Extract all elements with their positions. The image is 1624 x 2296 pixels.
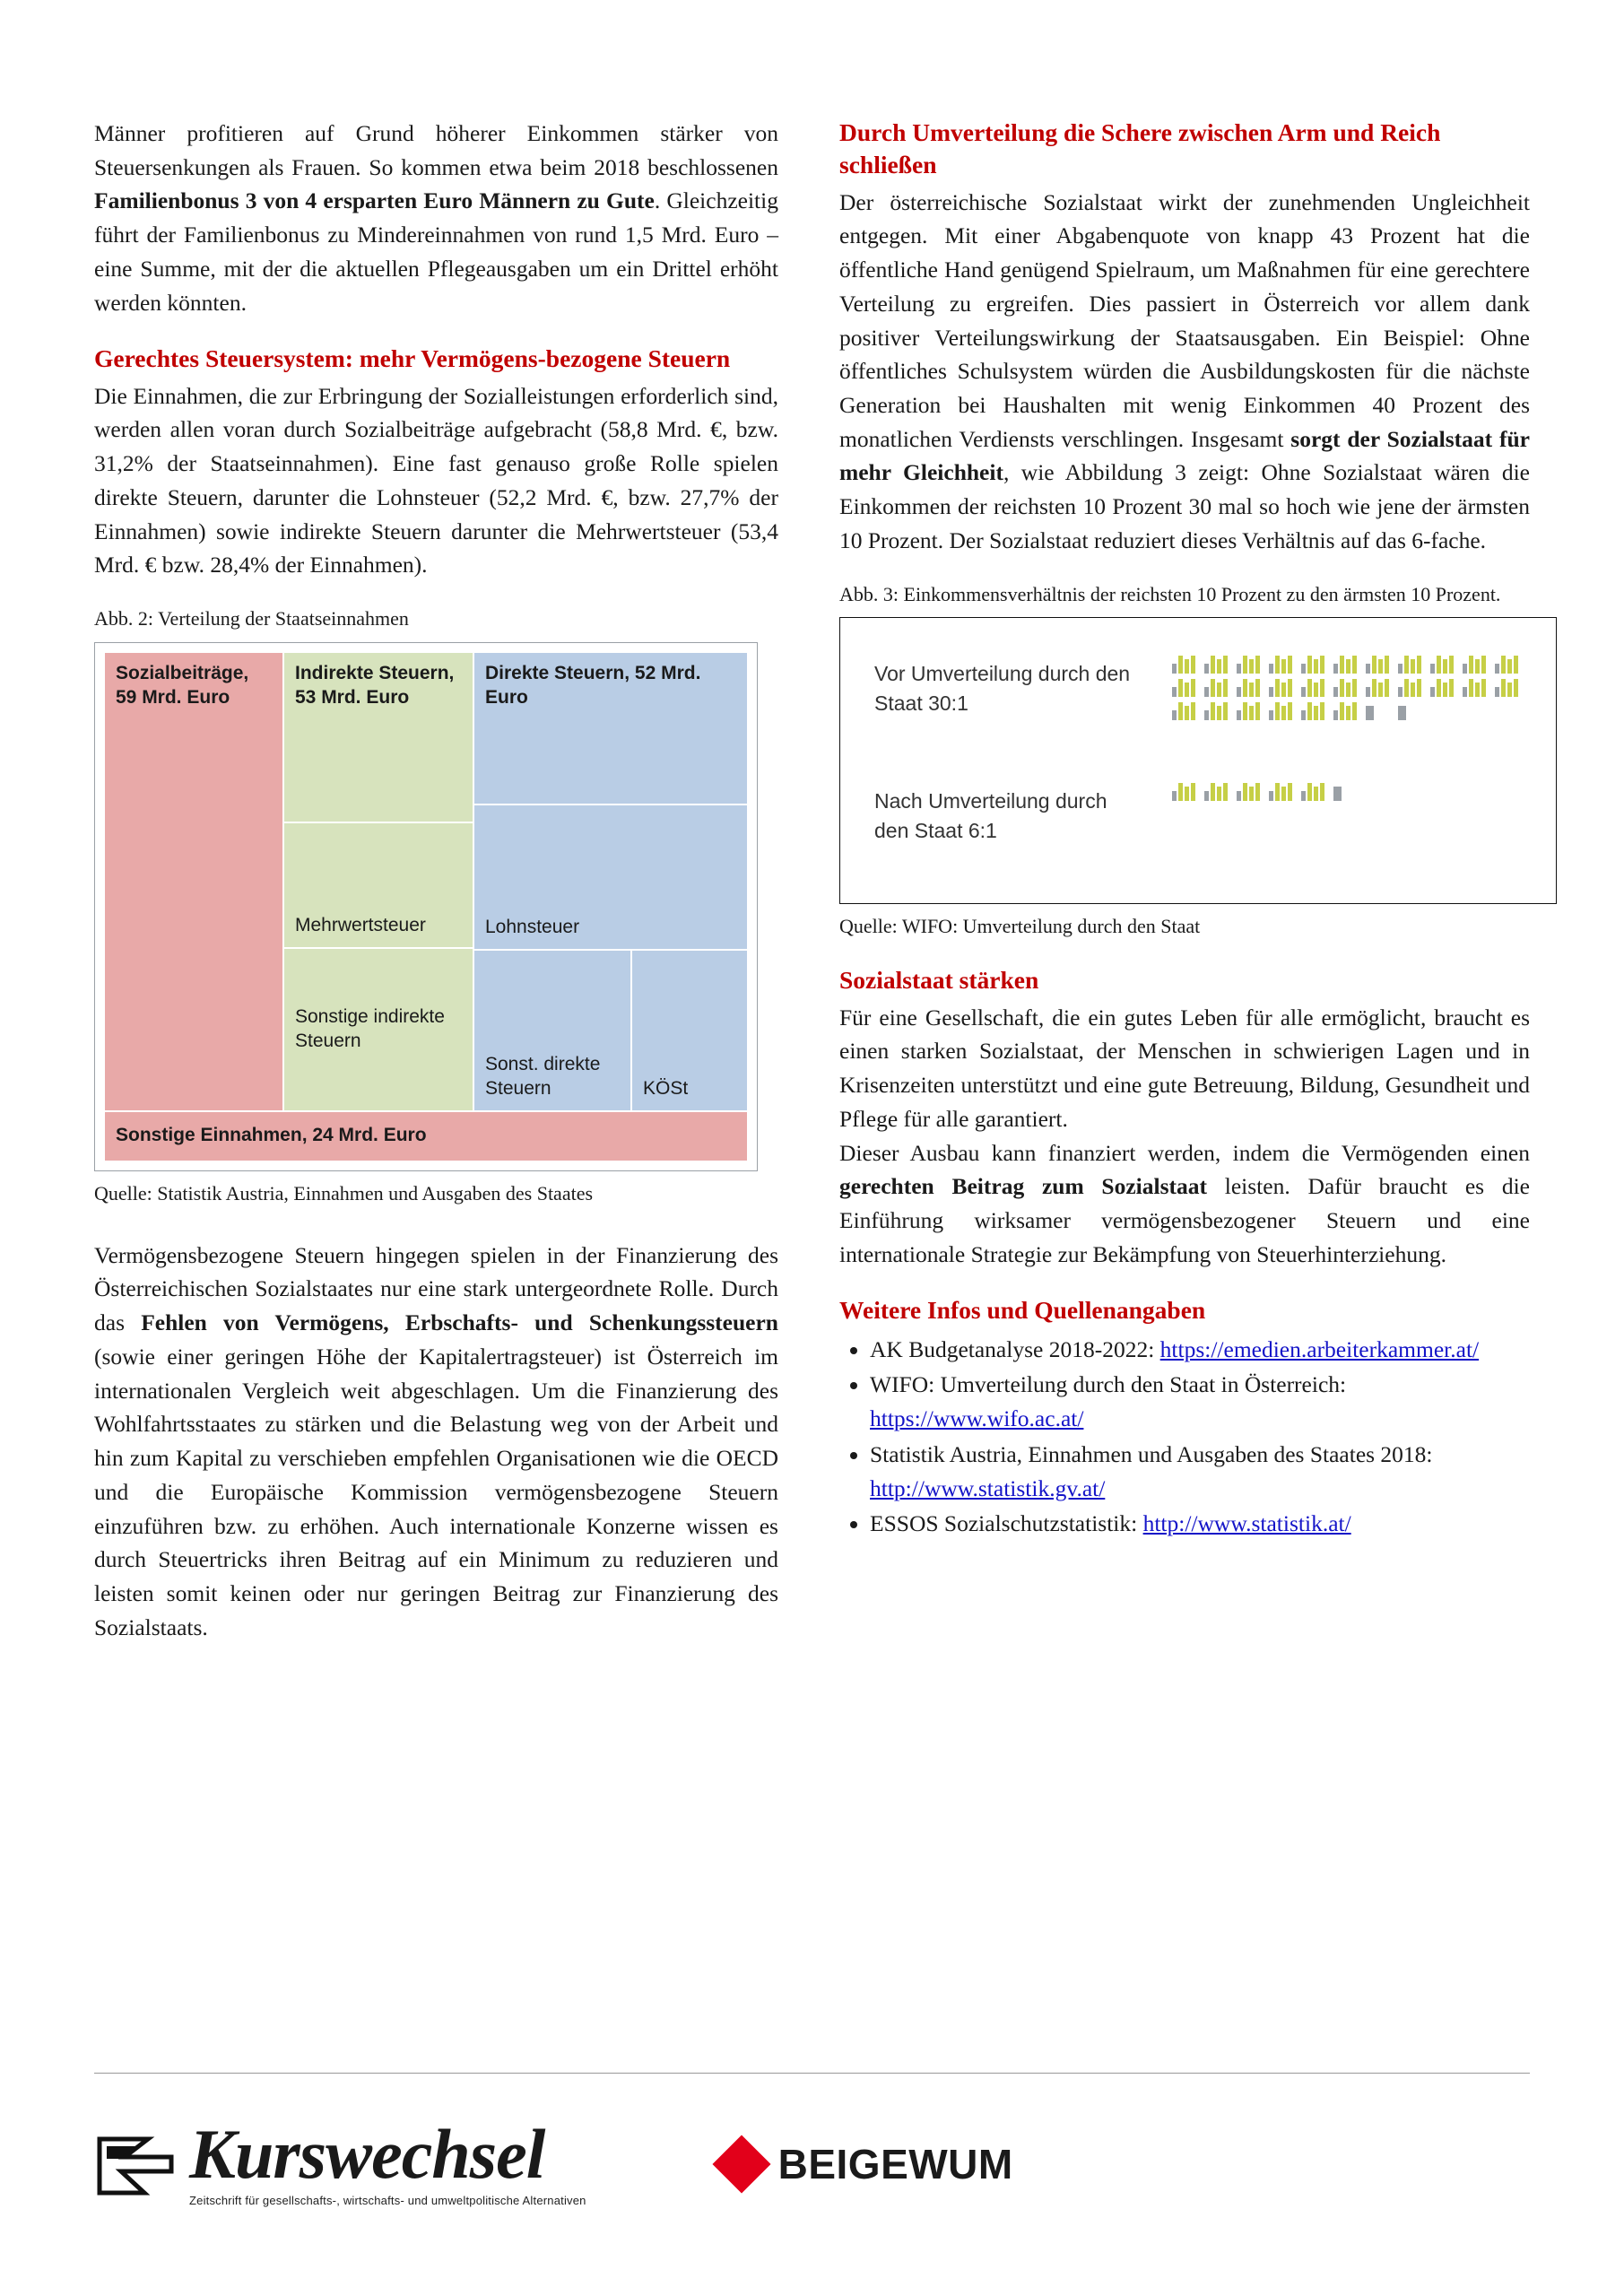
person-icon — [1463, 679, 1488, 697]
treemap-tile-sozialbeitraege: Sozialbeiträge, 59 Mrd. Euro — [104, 652, 283, 1111]
treemap-tile-lohnsteuer: Lohnsteuer — [473, 804, 748, 950]
heading-weitere-infos: Weitere Infos und Quellenangaben — [839, 1296, 1206, 1325]
figure2-treemap — [94, 642, 758, 1171]
person-icon — [1269, 656, 1294, 674]
treemap-tile-koest: KÖSt — [631, 950, 748, 1111]
figure3-row2-icons — [1172, 783, 1549, 801]
treemap-tile-sonstige-einnahmen: Sonstige Einnahmen, 24 Mrd. Euro — [104, 1111, 748, 1161]
person-icon — [1430, 679, 1455, 697]
treemap-tile-direkte-steuern: Direkte Steuern, 52 Mrd. Euro — [473, 652, 748, 804]
person-icon — [1333, 702, 1359, 720]
person-icon — [1172, 656, 1197, 674]
person-icon — [1204, 679, 1229, 697]
figure3-pictogram — [839, 617, 1557, 904]
person-icon — [1333, 656, 1359, 674]
treemap-tile-sonstige-indirekte: Sonstige indirekte Steuern — [283, 948, 473, 1111]
person-icon — [1269, 679, 1294, 697]
person-icon — [1301, 783, 1326, 801]
person-icon — [1204, 783, 1229, 801]
treemap-tile-sonst-direkte: Sonst. direkte Steuern — [473, 950, 631, 1111]
figure3-row1-label: Vor Umverteilung durch den Staat 30:1 — [874, 662, 1131, 716]
redistribution-paragraph: Der österreichische Sozialstaat wirkt der zunehmenden Ungleichheit entgegen. Mit einer Abgabenquote von knapp 43 Prozent hat die öffentliche Hand genügend Spielraum, um Maßnahmen für eine gerechtere Verteilung zu ergreifen. Dies passiert in Österreich vor allem dank positiver Verteilungswirkung der Staatsausgaben. Ein Beispiel: Ohne öffentliches Schulsystem würden die Ausbildungskosten für die nächste Generation bei Haushalten mit wenig Einkommen 40 Prozent des monatlichen Verdiensts verschlingen. Insgesamt sorgt der Sozialstaat für mehr Gleichheit, wie Abbildung 3 zeigt: Ohne Sozialstaat wären die Einkommen der reichsten 10 Prozent 30 mal so hoch wie jene der ärmsten 10 Prozent. Der Sozialstaat reduziert dieses Verhältnis auf das 6-fache. — [839, 188, 1530, 553]
reference-text: Statistik Austria, Einnahmen und Ausgaben des Staates 2018: — [870, 1440, 1433, 1467]
figure3-row2-label: Nach Umverteilung durch den Staat 6:1 — [874, 789, 1107, 843]
two-column-layout — [94, 117, 1530, 1645]
page-footer — [94, 2073, 1530, 2240]
person-icon — [1366, 679, 1391, 697]
kurswechsel-title: Kurswechsel — [189, 2115, 545, 2194]
heading-gerechtes-steuersystem: Gerechtes Steuersystem: mehr Vermögens-bezogene Steuern — [94, 344, 731, 373]
references-list — [839, 1333, 1530, 1541]
right-column — [839, 117, 1530, 1543]
reference-text: WIFO: Umverteilung durch den Staat in Österreich: — [870, 1371, 1347, 1398]
reference-item — [870, 1507, 1530, 1541]
arrow-logo-icon — [94, 2130, 177, 2207]
reference-link[interactable]: https://emedien.arbeiterkammer.at/ — [1159, 1335, 1480, 1362]
person-icon — [1463, 656, 1488, 674]
strengthen-paragraph-1: Für eine Gesellschaft, die ein gutes Leben für alle ermöglicht, braucht es einen starken Sozialstaat, der Menschen in schwierigen Lagen und in Krisenzeiten unterstützt und eine gute Betreuung, Bildung, Gesundheit und Pflege für alle garantiert. — [839, 1004, 1530, 1132]
kurswechsel-logo — [94, 2115, 586, 2207]
person-icon — [1398, 702, 1423, 720]
reference-text: ESSOS Sozialschutzstatistik: — [870, 1510, 1143, 1537]
figure2-source: Quelle: Statistik Austria, Einnahmen und Ausgaben des Staates — [94, 1181, 594, 1205]
person-icon — [1366, 702, 1391, 720]
person-icon — [1204, 702, 1229, 720]
person-icon — [1204, 656, 1229, 674]
person-icon — [1366, 656, 1391, 674]
person-icon — [1301, 679, 1326, 697]
person-icon — [1301, 656, 1326, 674]
reference-link[interactable]: http://www.statistik.gv.at/ — [870, 1474, 1106, 1501]
person-icon — [1398, 679, 1423, 697]
person-icon — [1269, 783, 1294, 801]
person-icon — [1333, 783, 1359, 801]
beigewum-logo — [721, 2140, 1013, 2188]
person-icon — [1237, 783, 1262, 801]
reference-item — [870, 1368, 1530, 1435]
person-icon — [1398, 656, 1423, 674]
figure3-caption: Abb. 3: Einkommensverhältnis der reichsten 10 Prozent zu den ärmsten 10 Prozent. — [839, 582, 1501, 605]
strengthen-paragraph-2: Dieser Ausbau kann finanziert werden, indem die Vermögenden einen gerechten Beitrag zum Sozialstaat leisten. Dafür braucht es die Einführung wirksamer vermögensbezogener Steuern und eine internationale Strategie zur Bekämpfung von Steuerhinterziehung. — [839, 1139, 1530, 1267]
person-icon — [1172, 702, 1197, 720]
person-icon — [1172, 679, 1197, 697]
reference-text: AK Budgetanalyse 2018-2022: — [870, 1335, 1160, 1362]
tax-system-paragraph: Die Einnahmen, die zur Erbringung der Sozialleistungen erforderlich sind, werden allen voran durch Sozialbeiträge aufgebracht (58,8 Mrd. €, bzw. 31,2% der Staatseinnahmen). Eine fast genauso große Rolle spielen direkte Steuern, darunter die Lohnsteuer (52,2 Mrd. €, bzw. 27,7% der Einnahmen) sowie indirekte Steuern darunter die Mehrwertsteuer (53,4 Mrd. € bzw. 28,4% der Einnahmen). — [94, 382, 778, 578]
figure3-row1-icons — [1172, 656, 1549, 720]
intro-paragraph: Männer profitieren auf Grund höherer Einkommen stärker von Steuersenkungen als Frauen. So kommen etwa beim 2018 beschlossenen Familienbonus 3 von 4 ersparten Euro Männern zu Gute. Gleichzeitig führt der Familienbonus zu Mindereinnahmen von rund 1,5 Mrd. Euro – eine Summe, mit der die aktuellen Pflegeausgaben um ein Drittel erhöht werden könnten. — [94, 120, 778, 316]
left-column — [94, 117, 778, 1645]
figure2-caption: Abb. 2: Verteilung der Staatseinnahmen — [94, 607, 409, 631]
person-icon — [1333, 679, 1359, 697]
person-icon — [1237, 656, 1262, 674]
person-icon — [1237, 702, 1262, 720]
heading-sozialstaat-staerken: Sozialstaat stärken — [839, 966, 1039, 995]
person-icon — [1301, 702, 1326, 720]
diamond-icon — [712, 2135, 770, 2193]
kurswechsel-subtitle: Zeitschrift für gesellschafts-, wirtschafts- und umweltpolitische Alternativen — [189, 2193, 586, 2207]
treemap-tile-indirekte-steuern: Indirekte Steuern, 53 Mrd. Euro — [283, 652, 473, 822]
person-icon — [1430, 656, 1455, 674]
person-icon — [1237, 679, 1262, 697]
beigewum-title: BEIGEWUM — [777, 2141, 1013, 2187]
person-icon — [1172, 783, 1197, 801]
reference-link[interactable]: http://www.statistik.at/ — [1142, 1510, 1351, 1537]
reference-link[interactable]: https://www.wifo.ac.at/ — [870, 1405, 1084, 1432]
person-icon — [1495, 656, 1520, 674]
figure3-source: Quelle: WIFO: Umverteilung durch den Staat — [839, 915, 1201, 938]
wealth-tax-paragraph: Vermögensbezogene Steuern hingegen spielen in der Finanzierung des Österreichischen Sozialstaates nur eine stark untergeordnete Rolle. Durch das Fehlen von Vermögens, Erbschafts- und Schenkungssteuern (sowie einer geringen Höhe der Kapitalertragsteuer) ist Österreich im internationalen Vergleich weit abgeschlagen. Um die Finanzierung des Wohlfahrtsstaates zu stärken und die Belastung weg von der Arbeit und hin zum Kapital zu verschieben empfehlen Organisationen wie die OECD und die Europäische Kommission vermögensbezogene Steuern einzuführen bzw. zu erhöhen. Auch internationale Konzerne wissen es durch Steuertricks ihren Beitrag auf ein Minimum zu reduzieren und leisten somit keinen oder nur geringen Beitrag zur Finanzierung des Sozialstaats. — [94, 1241, 778, 1640]
person-icon — [1495, 679, 1520, 697]
person-icon — [1269, 702, 1294, 720]
treemap-canvas — [104, 652, 748, 1161]
reference-item — [870, 1438, 1530, 1505]
treemap-tile-mehrwertsteuer: Mehrwertsteuer — [283, 822, 473, 948]
reference-item — [870, 1333, 1530, 1367]
heading-umverteilung: Durch Umverteilung die Schere zwischen Arm und Reich schließen — [839, 118, 1441, 179]
